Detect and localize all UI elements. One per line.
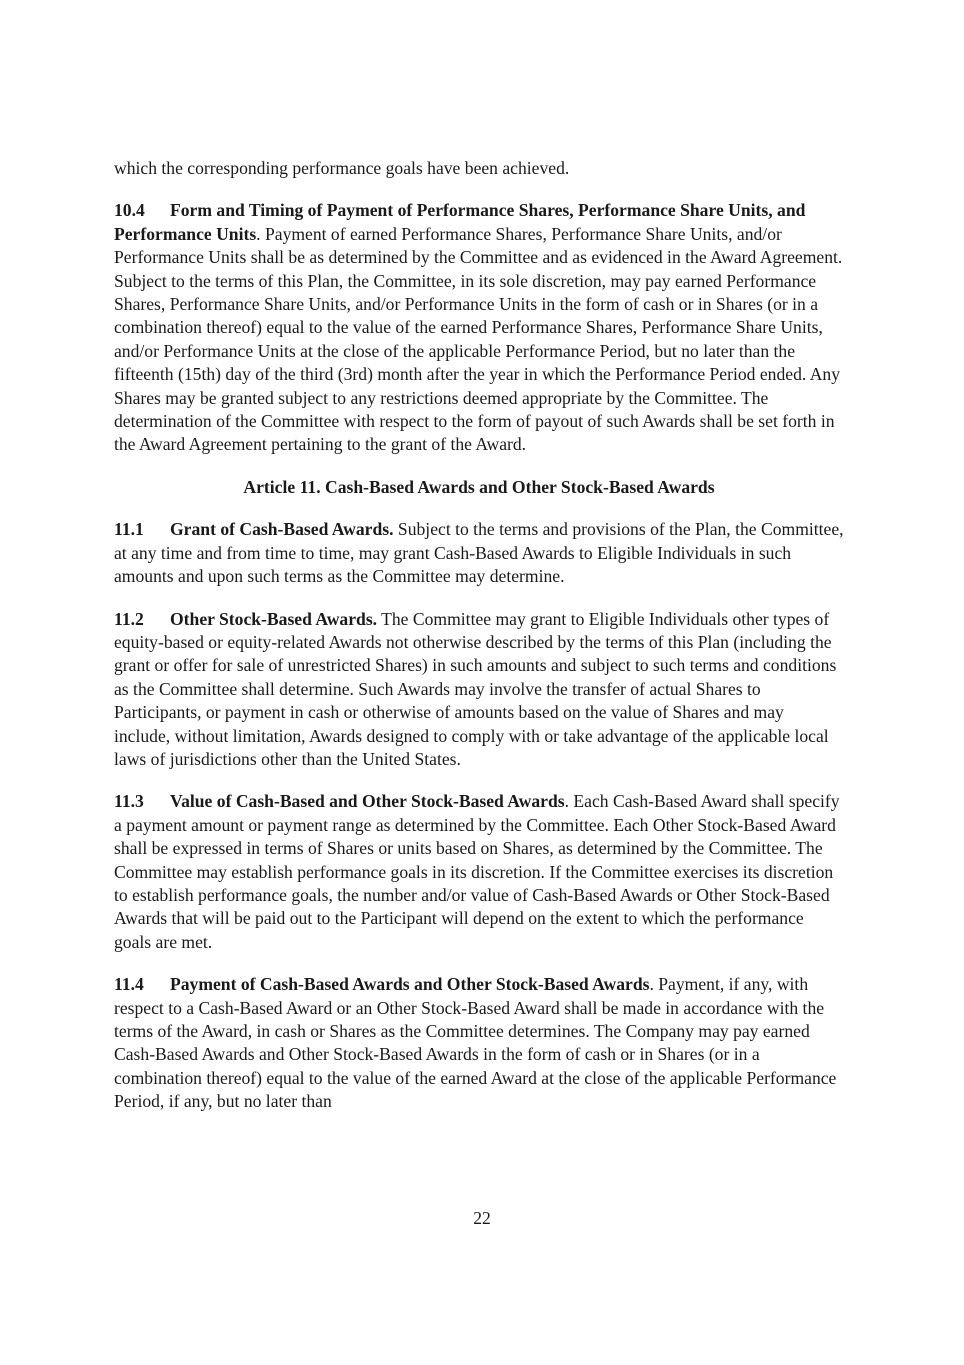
section-title: Payment of Cash-Based Awards and Other Stock-Based Awards xyxy=(170,974,650,995)
section-11-3 xyxy=(114,790,844,954)
section-10-4 xyxy=(114,199,844,456)
document-page xyxy=(114,157,844,1133)
section-number: 11.2 xyxy=(114,608,144,629)
section-body: . Payment of earned Performance Shares, Performance Share Units, and/or Performance Units shall be as determined by the Committee and as evidenced in the Award Agreement. Subject to the terms of this Plan, the Committee, in its sole discretion, may pay earned Performance Shares, Performance Share Units, and/or Performance Units in the form of cash or in Shares (or in a combination thereof) equal to the value of the earned Performance Shares, Performance Share Units, and/or Performance Units at the close of the applicable Performance Period, but no later than the fifteenth (15th) day of the third (3rd) month after the year in which the Performance Period ended. Any Shares may be granted subject to any restrictions deemed appropriate by the Committee. The determination of the Committee with respect to the form of payout of such Awards shall be set forth in the Award Agreement pertaining to the grant of the Award. xyxy=(114,223,843,455)
section-11-2 xyxy=(114,608,844,772)
section-number: 11.4 xyxy=(114,974,144,995)
carryover-paragraph: which the corresponding performance goals have been achieved. xyxy=(114,158,570,178)
section-title: Grant of Cash-Based Awards. xyxy=(170,519,394,540)
page-number: 22 xyxy=(473,1208,491,1228)
section-body: . Payment, if any, with respect to a Cash-Based Award or an Other Stock-Based Award shall be made in accordance with the terms of the Award, in cash or Shares as the Committee determines. The Company may pay earned Cash-Based Awards and Other Stock-Based Awards in the form of cash or in Shares (or in a combination thereof) equal to the value of the earned Award at the close of the applicable Performance Period, if any, but no later than xyxy=(114,974,837,1112)
section-number: 11.3 xyxy=(114,791,144,812)
section-11-4 xyxy=(114,973,844,1113)
section-body: . Each Cash-Based Award shall specify a payment amount or payment range as determined by the Committee. Each Other Stock-Based Award shall be expressed in terms of Shares or units based on Shares, as determined by the Committee. The Committee may establish performance goals in its discretion. If the Committee exercises its discretion to establish performance goals, the number and/or value of Cash-Based Awards or Other Stock-Based Awards that will be paid out to the Participant will depend on the extent to which the performance goals are met. xyxy=(114,791,840,952)
section-number: 11.1 xyxy=(114,519,144,540)
section-title: Form and Timing of Payment of Performance Shares, Performance Share Units, and Performance Units xyxy=(114,200,806,244)
article-heading: Article 11. Cash-Based Awards and Other Stock-Based Awards xyxy=(243,476,715,497)
section-title: Value of Cash-Based and Other Stock-Based Awards xyxy=(170,791,565,812)
section-body: Subject to the terms and provisions of the Plan, the Committee, at any time and from time to time, may grant Cash-Based Awards to Eligible Individuals in such amounts and upon such terms as the Committee may determine. xyxy=(114,519,844,587)
section-11-1 xyxy=(114,518,844,588)
section-number: 10.4 xyxy=(114,200,145,221)
section-title: Other Stock-Based Awards. xyxy=(170,608,378,629)
section-body: The Committee may grant to Eligible Individuals other types of equity-based or equity-related Awards not otherwise described by the terms of this Plan (including the grant or offer for sale of unrestricted Shares) in such amounts and subject to such terms and conditions as the Committee shall determine. Such Awards may involve the transfer of actual Shares to Participants, or payment in cash or otherwise of amounts based on the value of Shares and may include, without limitation, Awards designed to comply with or take advantage of the applicable local laws of jurisdictions other than the United States. xyxy=(114,608,837,769)
